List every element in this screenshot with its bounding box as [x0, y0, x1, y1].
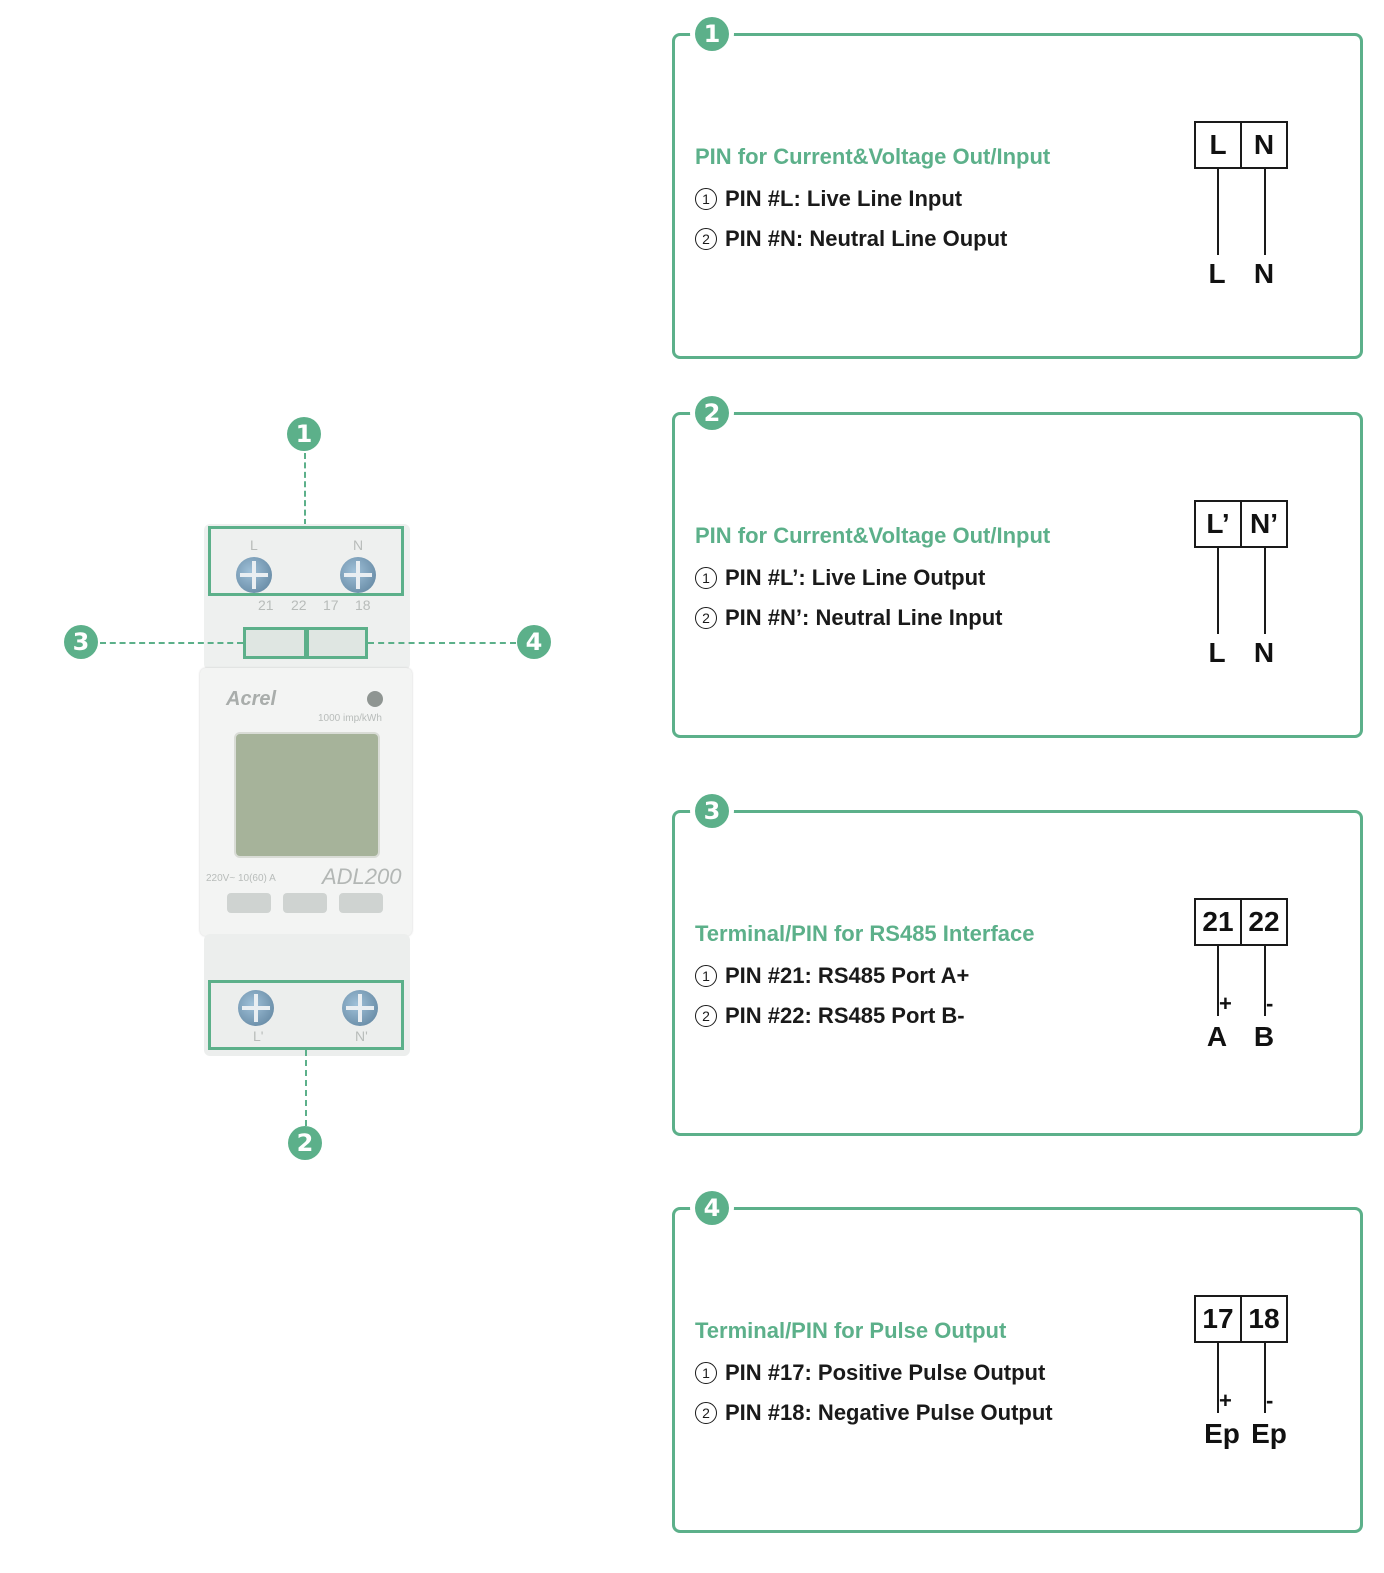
- pin-number-circle: 1: [695, 188, 717, 210]
- callout-line-3: [100, 642, 243, 644]
- polarity-sign: +: [1219, 991, 1232, 1016]
- pin-number-circle: 1: [695, 965, 717, 987]
- panel-badge: 2: [695, 396, 729, 430]
- terminal-label: 18: [1248, 1303, 1280, 1334]
- right-button: [283, 893, 327, 913]
- callout-line-4: [368, 642, 516, 644]
- terminal-label: N’: [1250, 508, 1278, 539]
- terminal-num-18: 18: [355, 597, 371, 613]
- terminal-num-22: 22: [291, 597, 307, 613]
- pin-description: [695, 226, 1007, 252]
- highlight-box-2: [208, 980, 404, 1050]
- callout-badge-4: 4: [517, 625, 551, 659]
- enter-button: [339, 893, 383, 913]
- terminal-label: L’: [1196, 502, 1242, 546]
- terminal-num-21: 21: [258, 597, 274, 613]
- wire-end-label: N: [1253, 637, 1275, 668]
- terminal-wire: [1217, 169, 1219, 255]
- pin-panel-4: [672, 1194, 1363, 1533]
- pin-description: [695, 1400, 1053, 1426]
- terminal-wire: [1217, 548, 1219, 634]
- wire-end-label: Ep: [1251, 1418, 1287, 1449]
- wire-end-label: L: [1208, 637, 1226, 668]
- polarity-sign: -: [1266, 1388, 1274, 1413]
- pin-number-circle: 2: [695, 228, 717, 250]
- terminal-label: 21: [1196, 900, 1242, 944]
- top-label-n: N: [353, 537, 364, 553]
- callout-line-2: [305, 1050, 307, 1126]
- terminal-label: 22: [1248, 906, 1280, 937]
- terminal-diagram-box: [1194, 500, 1288, 548]
- terminal-label: L: [1196, 123, 1242, 167]
- pin-text: PIN #18: Negative Pulse Output: [725, 1400, 1053, 1425]
- pin-text: PIN #17: Positive Pulse Output: [725, 1360, 1046, 1385]
- pin-text: PIN #21: RS485 Port A+: [725, 963, 970, 988]
- terminal-num-17: 17: [323, 597, 339, 613]
- pin-panel-3: [672, 797, 1363, 1136]
- callout-line-1: [304, 453, 306, 525]
- panel-title: PIN for Current&Voltage Out/Input: [695, 144, 1051, 169]
- pin-text: PIN #L: Live Line Input: [725, 186, 963, 211]
- panel-badge: 4: [695, 1191, 729, 1225]
- pin-description: [695, 605, 1002, 631]
- rating-text: 220V~ 10(60) A: [206, 873, 276, 884]
- panel-title: Terminal/PIN for RS485 Interface: [695, 921, 1035, 946]
- pin-description: [695, 565, 985, 591]
- highlight-box-4: [306, 627, 368, 659]
- callout-badge-1: 1: [287, 417, 321, 451]
- pin-text: PIN #N’: Neutral Line Input: [725, 605, 1003, 630]
- pin-panel-2: [672, 399, 1363, 738]
- pin-description: [695, 963, 969, 989]
- pin-number-circle: 1: [695, 1362, 717, 1384]
- wire-end-label: L: [1208, 258, 1226, 289]
- callout-badge-3: 3: [64, 625, 98, 659]
- pin-number-circle: 2: [695, 1402, 717, 1424]
- panel-badge: 3: [695, 794, 729, 828]
- pin-number-circle: 2: [695, 607, 717, 629]
- wire-end-label: N: [1253, 258, 1275, 289]
- wire-end-label: B: [1253, 1021, 1275, 1052]
- pin-description: [695, 186, 962, 212]
- terminal-wire: [1264, 169, 1266, 255]
- top-label-l: L: [250, 537, 258, 553]
- terminal-diagram-box: [1194, 898, 1288, 946]
- model-name: ADL200: [322, 864, 402, 889]
- terminal-label: 17: [1196, 1297, 1242, 1341]
- pin-number-circle: 2: [695, 1005, 717, 1027]
- panel-badge: 1: [695, 17, 729, 51]
- highlight-box-1: [208, 526, 404, 596]
- pin-text: PIN #L’: Live Line Output: [725, 565, 986, 590]
- pulse-spec: 1000 imp/kWh: [318, 713, 382, 724]
- panel-title: Terminal/PIN for Pulse Output: [695, 1318, 1007, 1343]
- polarity-sign: +: [1219, 1388, 1232, 1413]
- pin-number-circle: 1: [695, 567, 717, 589]
- terminal-diagram-box: [1194, 1295, 1288, 1343]
- terminal-wire: [1264, 548, 1266, 634]
- pin-text: PIN #N: Neutral Line Ouput: [725, 226, 1008, 251]
- lcd-display: [234, 732, 380, 858]
- wire-end-label: A: [1206, 1021, 1228, 1052]
- polarity-sign: -: [1266, 991, 1274, 1016]
- terminal-diagram-box: [1194, 121, 1288, 169]
- panel-title: PIN for Current&Voltage Out/Input: [695, 523, 1051, 548]
- brand-logo: Acrel: [226, 688, 277, 710]
- pin-panel-1: [672, 20, 1363, 359]
- callout-badge-2: 2: [288, 1126, 322, 1160]
- pin-text: PIN #22: RS485 Port B-: [725, 1003, 965, 1028]
- bottom-label-l-prime: L': [253, 1028, 264, 1044]
- pin-description: [695, 1360, 1045, 1386]
- pin-description: [695, 1003, 965, 1029]
- wire-end-label: Ep: [1204, 1418, 1240, 1449]
- left-button: [227, 893, 271, 913]
- bottom-label-n-prime: N': [355, 1028, 368, 1044]
- highlight-box-3: [243, 627, 307, 659]
- terminal-label: N: [1253, 129, 1275, 160]
- pulse-led-icon: [367, 691, 383, 707]
